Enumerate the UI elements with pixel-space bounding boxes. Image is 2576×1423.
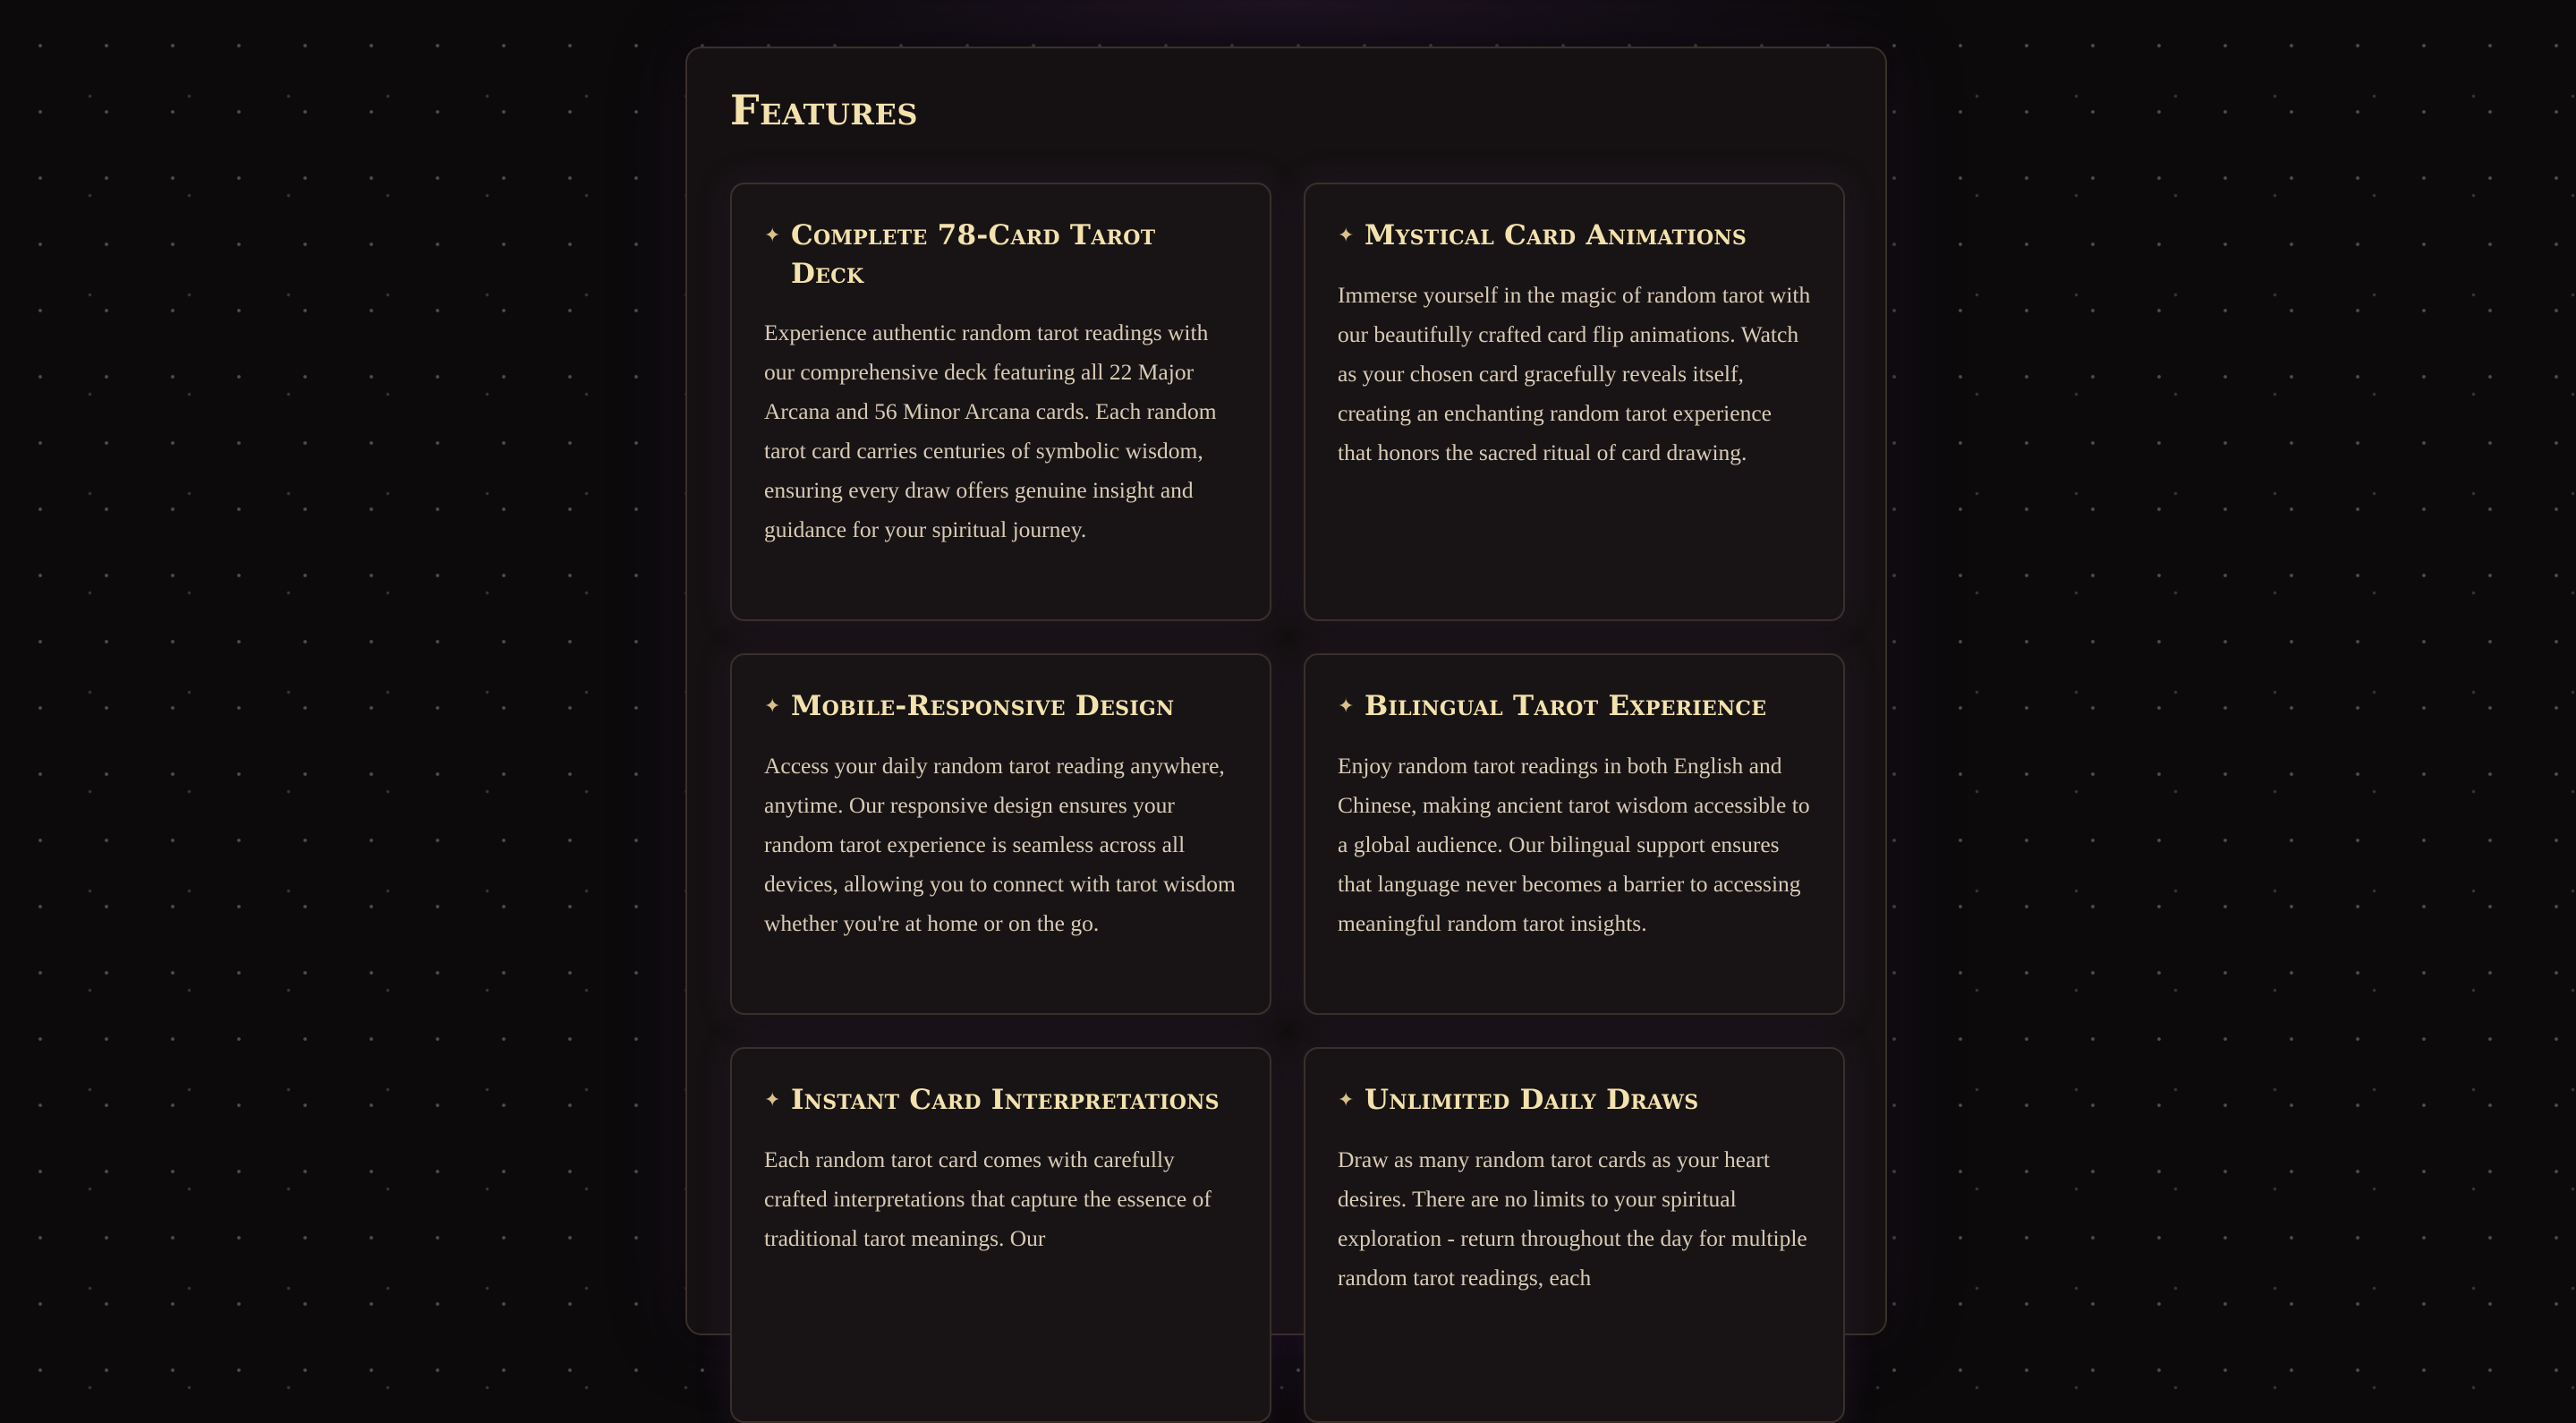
feature-card-header [764,217,1237,294]
feature-card-title: Mobile-Responsive Design [791,690,1175,722]
sparkle-icon: ✦ [764,695,781,718]
feature-card-description: Enjoy random tarot readings in both English and Chinese, making ancient tarot wisdom accessible to a global audience. Our bilingual support ensures that language never becomes a barrier to accessing meaningful random tarot insights. [1338,753,1810,936]
feature-card-header [1338,687,1811,727]
feature-card-description: Draw as many random tarot cards as your heart desires. There are no limits to your spiritual exploration - return throughout the day for multiple random tarot readings, each [1338,1146,1807,1291]
feature-card-header [764,1081,1237,1121]
feature-card-interpretations [730,1047,1271,1423]
feature-card-description: Access your daily random tarot reading anywhere, anytime. Our responsive design ensures your random tarot experience is seamless across all devices, allowing you to connect with tarot wisdom whether you're at home or on the go. [764,753,1236,936]
features-heading: Features [730,86,918,134]
sparkle-icon: ✦ [1338,1089,1355,1112]
sparkle-icon: ✦ [1338,225,1355,247]
sparkle-icon: ✦ [764,1089,781,1112]
feature-card-title: Complete 78-Card Tarot Deck [791,219,1156,290]
feature-card-header [1338,217,1811,256]
feature-card-title: Instant Card Interpretations [791,1084,1220,1116]
feature-card-responsive-design [730,653,1271,1015]
feature-card-description: Experience authentic random tarot readings with our comprehensive deck featuring all 22 Major Arcana and 56 Minor Arcana cards. Each random tarot card carries centuries of symbolic wisdom, ensuring every draw offers genuine insight and guidance for your spiritual journey. [764,320,1217,542]
sparkle-icon: ✦ [1338,695,1355,718]
feature-card-unlimited-draws [1304,1047,1845,1423]
feature-card-header [1338,1081,1811,1121]
feature-card-header [764,687,1237,727]
feature-card-description: Each random tarot card comes with carefully crafted interpretations that capture the essence of traditional tarot meanings. Our [764,1146,1211,1251]
feature-card-title: Mystical Card Animations [1365,219,1747,251]
feature-card-title: Bilingual Tarot Experience [1365,690,1767,722]
feature-card-bilingual [1304,653,1845,1015]
features-section [685,47,1887,1335]
feature-card-card-animations [1304,183,1845,621]
feature-card-description: Immerse yourself in the magic of random tarot with our beautifully crafted card flip animations. Watch as your chosen card gracefully reveals itself, creating an enchanting random tarot experience that honors the sacred ritual of card drawing. [1338,282,1811,465]
sparkle-icon: ✦ [764,225,781,247]
feature-card-title: Unlimited Daily Draws [1365,1084,1699,1116]
feature-card-complete-deck [730,183,1271,621]
